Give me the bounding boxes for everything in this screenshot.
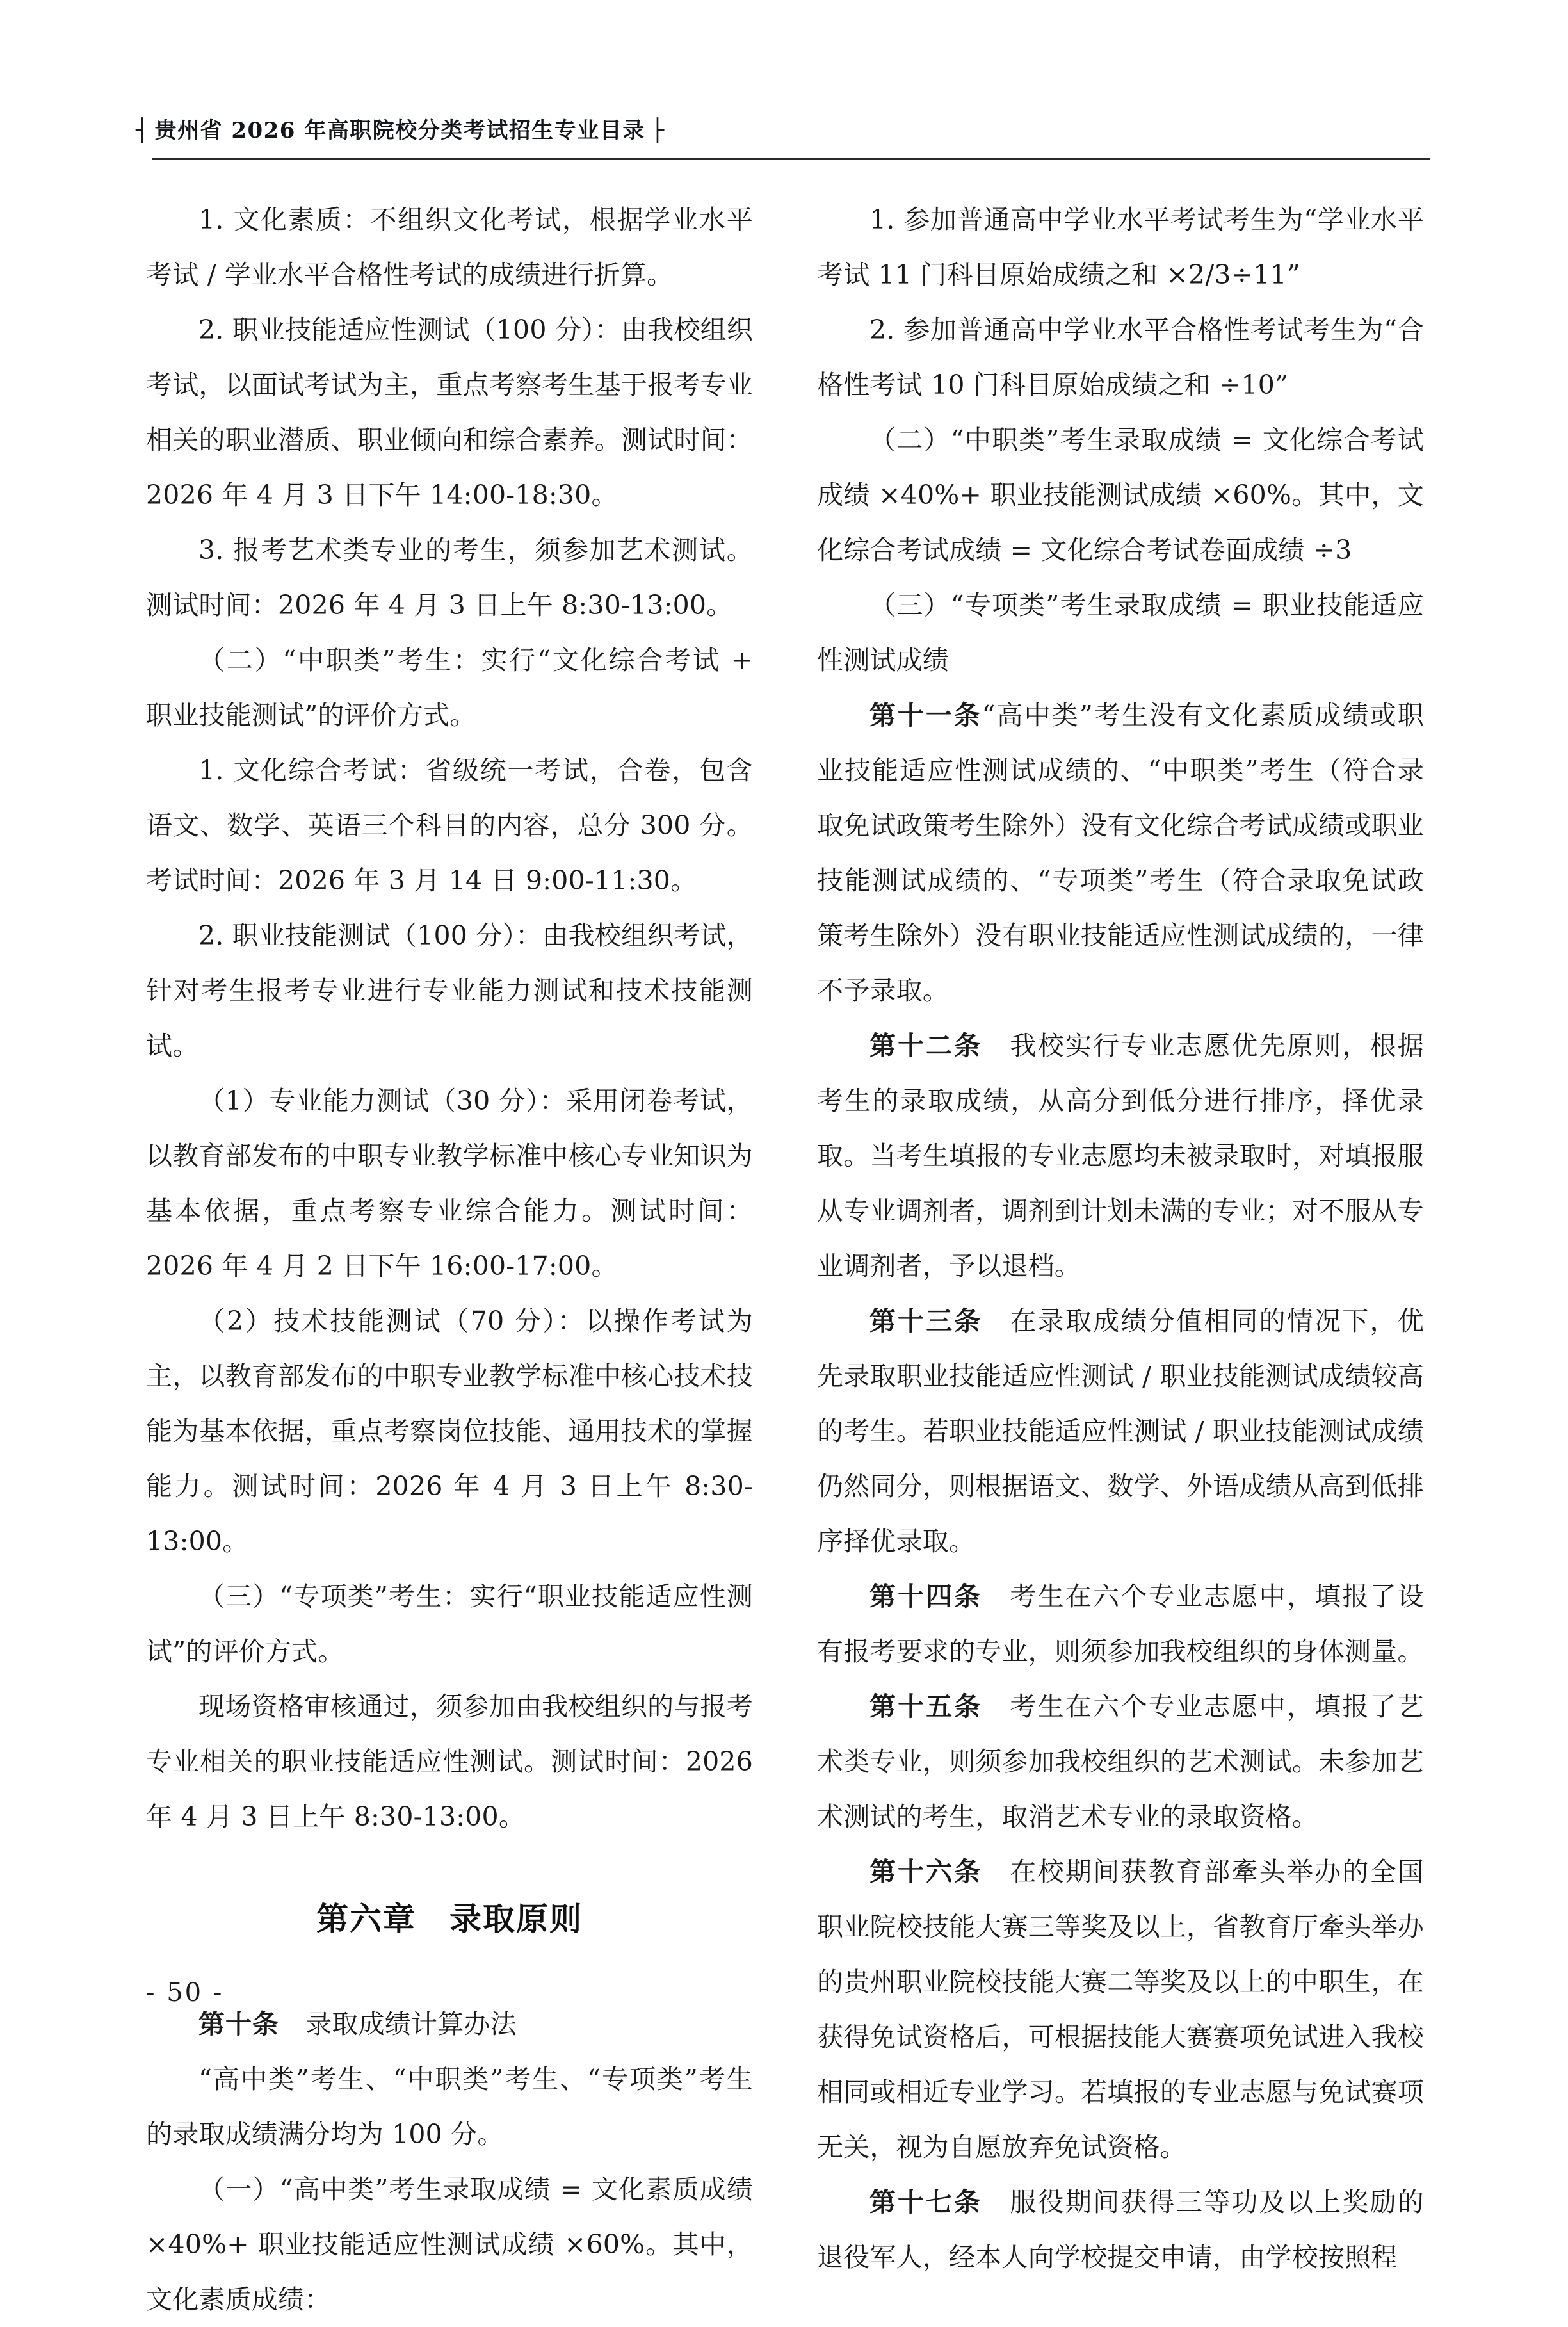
paragraph: 2. 职业技能测试（100 分）：由我校组织考试，针对考生报考专业进行专业能力测试和技术技能测试。	[146, 920, 753, 1061]
article-13	[817, 1293, 1424, 1569]
article-14	[817, 1569, 1424, 1679]
paragraph: （一）“高中类”考生录取成绩 = 文化素质成绩 ×40%+ 职业技能适应性测试成绩 ×60%。其中，文化素质成绩：	[146, 2174, 753, 2315]
article-text: 服役期间获得三等功及以上奖励的退役军人，经本人向学校提交申请，由学校按照程	[817, 2187, 1424, 2273]
header-rule	[152, 158, 1430, 160]
paragraph: “高中类”考生、“中职类”考生、“专项类”考生的录取成绩满分均为 100 分。	[146, 2064, 753, 2150]
article-text: 在校期间获教育部牽头举办的全国职业院校技能大赛三等奖及以上，省教育厅牽头举办的贵州职业院校技能大赛二等奖及以上的中职生，在获得免试资格后，可根据技能大赛赛项免试进入我校相同或相近专业学习。若填报的专业志愿与免试赛项无关，视为自愿放弃免试资格。	[817, 1856, 1424, 2162]
article-text: “高中类”考生没有文化素质成绩或职业技能适应性测试成绩的、“中职类”考生（符合录取免试政策考生除外）没有文化综合考试成绩或职业技能测试成绩的、“专项类”考生（符合录取免试政策考生除外）没有职业技能适应性测试成绩的，一律不予录取。	[817, 700, 1425, 1006]
article-17	[817, 2175, 1424, 2285]
article-15	[817, 1679, 1424, 1844]
article-text: 我校实行专业志愿优先原则，根据考生的录取成绩，从高分到低分进行排序，择优录取。当考生填报的专业志愿均未被录取时，对填报服从专业调剂者，调剂到计划未满的专业；对不服从专业调剂者，予以退档。	[817, 1030, 1424, 1281]
running-head-title: 贵州省 2026 年高职院校分类考试招生专业目录	[154, 118, 645, 143]
article-text: 考生在六个专业志愿中，填报了艺术类专业，则须参加我校组织的艺术测试。未参加艺术测试的考生，取消艺术专业的录取资格。	[817, 1691, 1424, 1832]
paragraph: 1. 参加普通高中学业水平考试考生为“学业水平考试 11 门科目原始成绩之和 ×2/3÷11”	[817, 204, 1424, 290]
paragraph: 1. 文化综合考试：省级统一考试，合卷，包含语文、数学、英语三个科目的内容，总分 300 分。考试时间：2026 年 3 月 14 日 9:00-11:30。	[146, 755, 753, 896]
bracket-left-icon: ┤	[136, 118, 149, 143]
article-label: 第十六条	[869, 1856, 983, 1887]
article-label: 第十条	[198, 2009, 279, 2039]
bracket-right-icon: ├	[651, 118, 665, 143]
article-label: 第十四条	[869, 1581, 983, 1612]
article-12	[817, 1018, 1424, 1293]
spacer	[146, 1844, 753, 1892]
paragraph: 1. 文化素质：不组织文化考试，根据学业水平考试 / 学业水平合格性考试的成绩进行折算。	[146, 204, 753, 290]
article-label: 第十七条	[869, 2187, 983, 2218]
right-column	[817, 192, 1425, 2273]
running-head	[136, 110, 1435, 151]
article-label: 第十三条	[869, 1306, 983, 1336]
paragraph: 3. 报考艺术类专业的考生，须参加艺术测试。测试时间：2026 年 4 月 3 日上午 8:30-13:00。	[146, 535, 753, 620]
paragraph: （三）“专项类”考生录取成绩 = 职业技能适应性测试成绩	[817, 590, 1424, 676]
paragraph: 现场资格审核通过，须参加由我校组织的与报考专业相关的职业技能适应性测试。测试时间：2026 年 4 月 3 日上午 8:30-13:00。	[146, 1691, 753, 1832]
paragraph: （二）“中职类”考生录取成绩 = 文化综合考试成绩 ×40%+ 职业技能测试成绩 ×60%。其中，文化综合考试成绩 = 文化综合考试卷面成绩 ÷3	[817, 425, 1424, 565]
chapter-heading: 第六章 录取原则	[316, 1901, 583, 1938]
page-number: - 50 -	[146, 1978, 224, 2007]
article-text: 考生在六个专业志愿中，填报了设有报考要求的专业，则须参加我校组织的身体测量。	[817, 1581, 1424, 1667]
article-label: 第十二条	[869, 1030, 983, 1061]
paragraph: 2. 参加普通高中学业水平合格性考试考生为“合格性考试 10 门科目原始成绩之和 ÷10”	[817, 314, 1424, 400]
article-11	[817, 688, 1424, 1018]
article-text: 录取成绩计算办法	[279, 2009, 517, 2039]
paragraph: （1）专业能力测试（30 分）：采用闭卷考试，以教育部发布的中职专业教学标准中核心专业知识为基本依据，重点考察专业综合能力。测试时间：2026 年 4 月 2 日下午 16:00-17:00。	[146, 1085, 753, 1281]
paragraph: （三）“专项类”考生：实行“职业技能适应性测试”的评价方式。	[146, 1581, 753, 1667]
paragraph: （2）技术技能测试（70 分）：以操作考试为主，以教育部发布的中职专业教学标准中核心技术技能为基本依据，重点考察岗位技能、通用技术的掌握能力。测试时间：2026 年 4 月 3 日上午 8:30-13:00。	[146, 1306, 753, 1557]
article-label: 第十五条	[869, 1691, 983, 1722]
article-16	[817, 1844, 1424, 2175]
paragraph: 2. 职业技能适应性测试（100 分）：由我校组织考试，以面试考试为主，重点考察考生基于报考专业相关的职业潜质、职业倾向和综合素养。测试时间：2026 年 4 月 3 日下午 14:00-18:30。	[146, 314, 753, 510]
article-label: 第十一条	[869, 700, 982, 731]
article-text: 在录取成绩分值相同的情况下，优先录取职业技能适应性测试 / 职业技能测试成绩较高的考生。若职业技能适应性测试 / 职业技能测试成绩仍然同分，则根据语文、数学、外语成绩从高到低排序择优录取。	[817, 1306, 1424, 1557]
paragraph: （二）“中职类”考生：实行“文化综合考试 + 职业技能测试”的评价方式。	[146, 645, 753, 731]
